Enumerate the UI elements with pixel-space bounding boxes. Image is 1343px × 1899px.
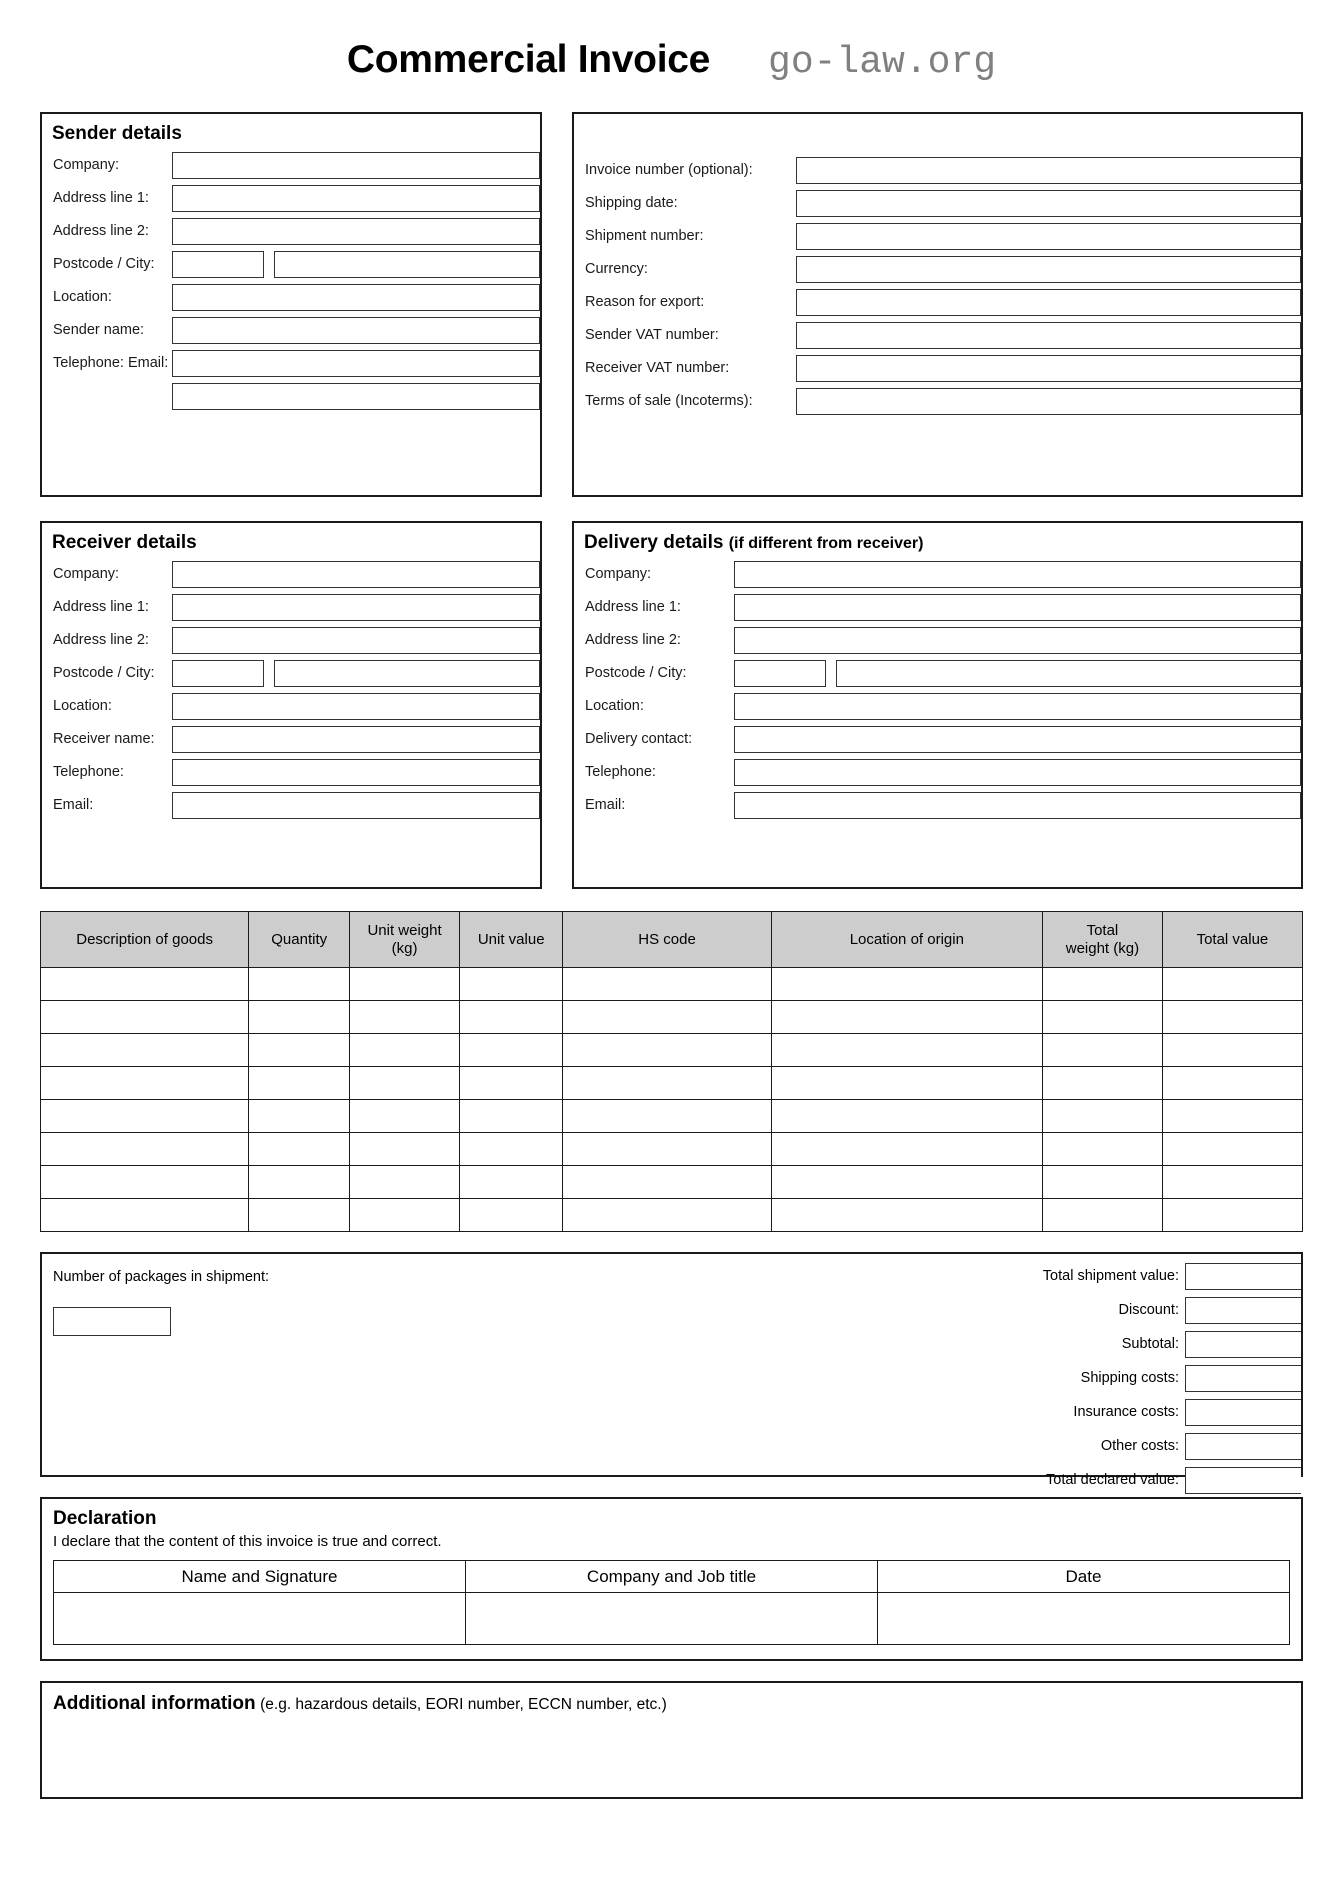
goods-cell-unit-value[interactable] — [459, 1100, 562, 1133]
goods-cell-location-of-origin[interactable] — [771, 1001, 1042, 1034]
brand-logo: go-law.org — [768, 41, 997, 84]
receiver-telephone-row — [42, 758, 540, 786]
delivery-details-panel — [572, 521, 1303, 889]
table-row — [41, 1166, 1303, 1199]
terms-of-sale-row — [574, 387, 1301, 415]
sender-address1-row — [42, 184, 540, 212]
sender-details-panel — [40, 112, 542, 497]
goods-table-header-row — [41, 912, 1303, 968]
goods-col-hs-code: HS code — [563, 912, 771, 968]
sender-address1-input[interactable] — [172, 185, 540, 212]
sender-name-row — [42, 316, 540, 344]
sender-name-label: Sender name: — [53, 322, 145, 338]
goods-cell-unit-weight[interactable] — [350, 968, 460, 1001]
summary-section — [40, 1252, 1303, 1488]
goods-cell-description[interactable] — [41, 1133, 249, 1166]
receiver-vat-row — [574, 354, 1301, 382]
signature-col-date: Date — [878, 1561, 1290, 1593]
signature-cell-date[interactable] — [878, 1593, 1290, 1645]
goods-col-unit-weight-line1: Unit weight — [367, 922, 442, 940]
goods-table-head — [41, 912, 1303, 968]
delivery-city-input[interactable] — [836, 660, 1301, 687]
sender-company-label: Company: — [53, 157, 120, 173]
delivery-details-title-main: Delivery details — [584, 532, 724, 553]
sender-location-label: Location: — [53, 289, 112, 305]
delivery-address1-row — [574, 593, 1301, 621]
table-row — [41, 1034, 1303, 1067]
receiver-email-input[interactable] — [172, 792, 540, 819]
goods-col-total-weight-line1: Total — [1086, 922, 1119, 940]
sender-city-input[interactable] — [274, 251, 540, 278]
goods-cell-unit-value[interactable] — [459, 1001, 562, 1034]
sender-postcode-input[interactable] — [172, 251, 264, 278]
goods-cell-description[interactable] — [41, 1001, 249, 1034]
discount-row — [981, 1296, 1301, 1324]
receiver-vat-input[interactable] — [796, 355, 1301, 382]
delivery-company-label: Company: — [585, 566, 652, 582]
goods-cell-total-weight[interactable] — [1042, 1199, 1162, 1232]
other-costs-row — [981, 1432, 1301, 1460]
receiver-address2-row — [42, 626, 540, 654]
page-header — [40, 0, 1303, 112]
packages-input[interactable] — [53, 1307, 171, 1336]
goods-cell-hs-code[interactable] — [563, 1067, 771, 1100]
receiver-telephone-input[interactable] — [172, 759, 540, 786]
delivery-company-input[interactable] — [734, 561, 1301, 588]
goods-cell-total-weight[interactable] — [1042, 1133, 1162, 1166]
delivery-address2-label: Address line 2: — [585, 632, 681, 648]
receiver-name-row — [42, 725, 540, 753]
goods-cell-quantity[interactable] — [249, 1133, 350, 1166]
sender-vat-row — [574, 321, 1301, 349]
goods-cell-quantity[interactable] — [249, 968, 350, 1001]
goods-col-total-value: Total value — [1162, 912, 1302, 968]
page-title: Commercial Invoice — [346, 38, 711, 81]
goods-col-description: Description of goods — [41, 912, 249, 968]
delivery-company-row — [574, 560, 1301, 588]
signature-table-body — [54, 1593, 1290, 1645]
signature-cell-company-job[interactable] — [466, 1593, 878, 1645]
goods-cell-unit-weight[interactable] — [350, 1100, 460, 1133]
goods-cell-unit-weight[interactable] — [350, 1166, 460, 1199]
delivery-address2-input[interactable] — [734, 627, 1301, 654]
receiver-address2-input[interactable] — [172, 627, 540, 654]
sender-vat-label: Sender VAT number: — [585, 327, 719, 343]
shipping-costs-label: Shipping costs: — [1080, 1370, 1179, 1386]
goods-cell-total-value[interactable] — [1162, 1166, 1302, 1199]
receiver-location-row — [42, 692, 540, 720]
goods-cell-unit-weight[interactable] — [350, 1199, 460, 1232]
insurance-costs-label: Insurance costs: — [1073, 1404, 1179, 1420]
delivery-contact-row — [574, 725, 1301, 753]
table-row — [41, 1067, 1303, 1100]
sender-telephone-email-label: Telephone: Email: — [53, 355, 169, 371]
signature-table-head — [54, 1561, 1290, 1593]
goods-cell-unit-value[interactable] — [459, 1067, 562, 1100]
sender-company-row — [42, 151, 540, 179]
goods-cell-total-weight[interactable] — [1042, 1001, 1162, 1034]
goods-cell-quantity[interactable] — [249, 1100, 350, 1133]
total-shipment-value-input[interactable] — [1185, 1263, 1301, 1290]
goods-col-unit-weight — [350, 912, 460, 968]
receiver-company-input[interactable] — [172, 561, 540, 588]
goods-cell-description[interactable] — [41, 968, 249, 1001]
goods-col-unit-weight-line2: (kg) — [391, 939, 418, 957]
goods-cell-total-weight[interactable] — [1042, 968, 1162, 1001]
goods-col-total-weight — [1042, 912, 1162, 968]
invoice-info-panel — [572, 112, 1303, 497]
delivery-telephone-label: Telephone: — [585, 764, 656, 780]
goods-cell-description[interactable] — [41, 1166, 249, 1199]
sender-postcode-city-row — [42, 250, 540, 278]
sender-details-title: Sender details — [52, 123, 182, 144]
delivery-postcode-input[interactable] — [734, 660, 826, 687]
goods-cell-hs-code[interactable] — [563, 1166, 771, 1199]
shipping-costs-row — [981, 1364, 1301, 1392]
goods-table-section — [40, 911, 1303, 1232]
table-row — [54, 1593, 1290, 1645]
goods-cell-quantity[interactable] — [249, 1001, 350, 1034]
delivery-address1-label: Address line 1: — [585, 599, 681, 615]
shipping-date-row — [574, 189, 1301, 217]
declaration-text: I declare that the content of this invoice is true and correct. — [53, 1533, 442, 1550]
invoice-number-row — [574, 156, 1301, 184]
additional-information-title: Additional information — [53, 1693, 256, 1714]
goods-cell-unit-weight[interactable] — [350, 1067, 460, 1100]
delivery-email-input[interactable] — [734, 792, 1301, 819]
delivery-location-input[interactable] — [734, 693, 1301, 720]
goods-cell-hs-code[interactable] — [563, 1034, 771, 1067]
sender-location-row — [42, 283, 540, 311]
shipping-date-label: Shipping date: — [585, 195, 678, 211]
goods-cell-location-of-origin[interactable] — [771, 1166, 1042, 1199]
total-shipment-value-row — [981, 1262, 1301, 1290]
discount-label: Discount: — [1118, 1302, 1179, 1318]
shipment-number-input[interactable] — [796, 223, 1301, 250]
total-shipment-value-label: Total shipment value: — [1042, 1268, 1179, 1284]
terms-of-sale-input[interactable] — [796, 388, 1301, 415]
goods-cell-total-value[interactable] — [1162, 1199, 1302, 1232]
receiver-location-label: Location: — [53, 698, 112, 714]
delivery-location-row — [574, 692, 1301, 720]
goods-cell-description[interactable] — [41, 1199, 249, 1232]
signature-table — [53, 1560, 1290, 1645]
goods-cell-hs-code[interactable] — [563, 968, 771, 1001]
discount-input[interactable] — [1185, 1297, 1301, 1324]
signature-col-company-job: Company and Job title — [466, 1561, 878, 1593]
subtotal-label: Subtotal: — [1121, 1336, 1179, 1352]
receiver-address1-row — [42, 593, 540, 621]
delivery-telephone-row — [574, 758, 1301, 786]
sender-location-input[interactable] — [172, 284, 540, 311]
goods-col-unit-value: Unit value — [459, 912, 562, 968]
goods-cell-total-value[interactable] — [1162, 1100, 1302, 1133]
currency-row — [574, 255, 1301, 283]
currency-label: Currency: — [585, 261, 648, 277]
additional-information-section[interactable] — [40, 1681, 1303, 1799]
reason-for-export-label: Reason for export: — [585, 294, 705, 310]
additional-information-subtitle: (e.g. hazardous details, EORI number, ECCN number, etc.) — [260, 1696, 667, 1713]
receiver-postcode-city-row — [42, 659, 540, 687]
totals-block — [981, 1254, 1301, 1488]
goods-cell-total-weight[interactable] — [1042, 1034, 1162, 1067]
sender-email-input[interactable] — [172, 383, 540, 410]
goods-col-location-of-origin: Location of origin — [771, 912, 1042, 968]
sender-email-row — [42, 382, 540, 410]
goods-col-total-weight-line2: weight (kg) — [1065, 939, 1140, 957]
signature-header-row — [54, 1561, 1290, 1593]
reason-for-export-row — [574, 288, 1301, 316]
packages-label: Number of packages in shipment: — [53, 1269, 269, 1285]
total-declared-value-label: Total declared value: — [1046, 1472, 1179, 1488]
goods-cell-total-value[interactable] — [1162, 1067, 1302, 1100]
total-declared-value-row — [981, 1466, 1301, 1494]
table-row — [41, 1100, 1303, 1133]
goods-cell-quantity[interactable] — [249, 1166, 350, 1199]
goods-cell-total-value[interactable] — [1162, 968, 1302, 1001]
sender-address2-input[interactable] — [172, 218, 540, 245]
delivery-postcode-city-row — [574, 659, 1301, 687]
delivery-details-title-sub: (if different from receiver) — [728, 535, 924, 552]
shipment-number-label: Shipment number: — [585, 228, 704, 244]
top-section — [40, 112, 1303, 497]
receiver-location-input[interactable] — [172, 693, 540, 720]
table-row — [41, 1001, 1303, 1034]
goods-cell-location-of-origin[interactable] — [771, 1100, 1042, 1133]
shipment-number-row — [574, 222, 1301, 250]
goods-cell-total-value[interactable] — [1162, 1034, 1302, 1067]
goods-cell-unit-weight[interactable] — [350, 1001, 460, 1034]
receiver-telephone-label: Telephone: — [53, 764, 124, 780]
shipping-date-input[interactable] — [796, 190, 1301, 217]
delivery-location-label: Location: — [585, 698, 644, 714]
table-row — [41, 1199, 1303, 1232]
goods-cell-hs-code[interactable] — [563, 1001, 771, 1034]
goods-cell-hs-code[interactable] — [563, 1100, 771, 1133]
goods-cell-unit-weight[interactable] — [350, 1034, 460, 1067]
sender-vat-input[interactable] — [796, 322, 1301, 349]
terms-of-sale-label: Terms of sale (Incoterms): — [585, 393, 753, 409]
receiver-address1-label: Address line 1: — [53, 599, 149, 615]
reason-for-export-input[interactable] — [796, 289, 1301, 316]
goods-table — [40, 911, 1303, 1232]
signature-cell-name[interactable] — [54, 1593, 466, 1645]
sender-postcode-city-label: Postcode / City: — [53, 256, 155, 272]
goods-cell-unit-weight[interactable] — [350, 1133, 460, 1166]
delivery-details-title — [574, 523, 1301, 560]
total-declared-value-input[interactable] — [1185, 1467, 1301, 1494]
table-row — [41, 1133, 1303, 1166]
insurance-costs-input[interactable] — [1185, 1399, 1301, 1426]
delivery-telephone-input[interactable] — [734, 759, 1301, 786]
goods-cell-unit-value[interactable] — [459, 1166, 562, 1199]
sender-telephone-email-row — [42, 349, 540, 377]
goods-cell-location-of-origin[interactable] — [771, 1199, 1042, 1232]
goods-cell-total-value[interactable] — [1162, 1133, 1302, 1166]
goods-cell-total-weight[interactable] — [1042, 1100, 1162, 1133]
shipping-costs-input[interactable] — [1185, 1365, 1301, 1392]
goods-cell-hs-code[interactable] — [563, 1199, 771, 1232]
receiver-address1-input[interactable] — [172, 594, 540, 621]
delivery-contact-input[interactable] — [734, 726, 1301, 753]
delivery-contact-label: Delivery contact: — [585, 731, 693, 747]
subtotal-input[interactable] — [1185, 1331, 1301, 1358]
receiver-postcode-input[interactable] — [172, 660, 264, 687]
goods-cell-description[interactable] — [41, 1100, 249, 1133]
receiver-email-row — [42, 791, 540, 819]
goods-cell-location-of-origin[interactable] — [771, 1034, 1042, 1067]
goods-cell-location-of-origin[interactable] — [771, 968, 1042, 1001]
insurance-costs-row — [981, 1398, 1301, 1426]
delivery-email-row — [574, 791, 1301, 819]
receiver-name-input[interactable] — [172, 726, 540, 753]
sender-company-input[interactable] — [172, 152, 540, 179]
receiver-vat-label: Receiver VAT number: — [585, 360, 730, 376]
sender-telephone-input[interactable] — [172, 350, 540, 377]
goods-cell-total-weight[interactable] — [1042, 1067, 1162, 1100]
goods-cell-location-of-origin[interactable] — [771, 1133, 1042, 1166]
subtotal-row — [981, 1330, 1301, 1358]
delivery-email-label: Email: — [585, 797, 626, 813]
goods-cell-quantity[interactable] — [249, 1067, 350, 1100]
receiver-city-input[interactable] — [274, 660, 540, 687]
signature-col-name: Name and Signature — [54, 1561, 466, 1593]
receiver-address2-label: Address line 2: — [53, 632, 149, 648]
receiver-details-panel — [40, 521, 542, 889]
sender-address2-row — [42, 217, 540, 245]
receiver-name-label: Receiver name: — [53, 731, 155, 747]
goods-cell-unit-value[interactable] — [459, 1199, 562, 1232]
sender-name-input[interactable] — [172, 317, 540, 344]
receiver-postcode-city-label: Postcode / City: — [53, 665, 155, 681]
declaration-title: Declaration — [53, 1508, 157, 1529]
goods-cell-quantity[interactable] — [249, 1199, 350, 1232]
invoice-number-input[interactable] — [796, 157, 1301, 184]
other-costs-label: Other costs: — [1100, 1438, 1179, 1454]
goods-cell-description[interactable] — [41, 1067, 249, 1100]
receiver-details-title: Receiver details — [52, 532, 197, 553]
receiver-email-label: Email: — [53, 797, 94, 813]
receiver-company-row — [42, 560, 540, 588]
currency-input[interactable] — [796, 256, 1301, 283]
declaration-section — [40, 1497, 1303, 1661]
invoice-number-label: Invoice number (optional): — [585, 162, 753, 178]
receiver-company-label: Company: — [53, 566, 120, 582]
delivery-address1-input[interactable] — [734, 594, 1301, 621]
goods-table-body — [41, 968, 1303, 1232]
goods-cell-hs-code[interactable] — [563, 1133, 771, 1166]
sender-address2-label: Address line 2: — [53, 223, 149, 239]
goods-cell-unit-value[interactable] — [459, 968, 562, 1001]
mid-section — [40, 521, 1303, 889]
goods-cell-quantity[interactable] — [249, 1034, 350, 1067]
sender-address1-label: Address line 1: — [53, 190, 149, 206]
goods-cell-unit-value[interactable] — [459, 1034, 562, 1067]
table-row — [41, 968, 1303, 1001]
goods-cell-location-of-origin[interactable] — [771, 1067, 1042, 1100]
goods-cell-description[interactable] — [41, 1034, 249, 1067]
goods-col-quantity: Quantity — [249, 912, 350, 968]
goods-cell-unit-value[interactable] — [459, 1133, 562, 1166]
other-costs-input[interactable] — [1185, 1433, 1301, 1460]
delivery-postcode-city-label: Postcode / City: — [585, 665, 687, 681]
goods-cell-total-value[interactable] — [1162, 1001, 1302, 1034]
delivery-address2-row — [574, 626, 1301, 654]
packages-block — [42, 1254, 981, 1475]
goods-cell-total-weight[interactable] — [1042, 1166, 1162, 1199]
